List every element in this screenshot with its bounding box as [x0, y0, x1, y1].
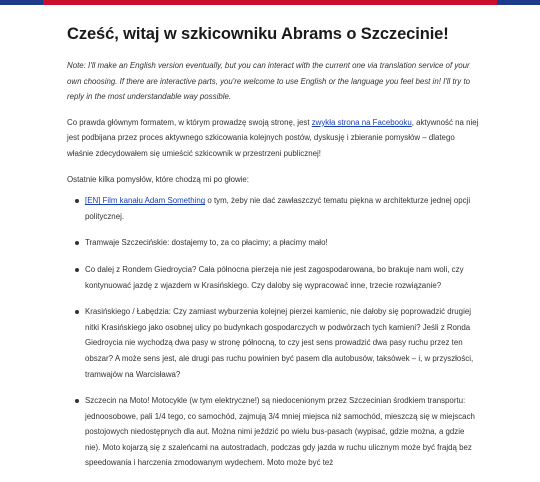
intro-paragraph: [67, 115, 479, 162]
intro-text-after: , aktywność na niej jest podbijana przez proces aktywnego szkicowania kolejnych postów, dyskusję i zbieranie pomysłów – dlatego właśnie zdecydowałem się umieścić szkicownik w przestrzeni publicznej!: [67, 117, 479, 158]
list-item: [67, 235, 479, 251]
list-item: [67, 193, 479, 224]
list-item-text: Co dalej z Rondem Giedroycia? Cała północna pierzeja nie jest zagospodarowana, bo brakuje nam woli, czy kontynuować jazdę z wjazdem w Krasińskiego. Czy daloby się wypracować inne, trzecie rozwiązanie?: [85, 264, 464, 290]
page-title: Cześć, witaj w szkicowniku Abrams o Szczecinie!: [67, 25, 449, 43]
list-item-text: o tym, żeby nie dać zawłaszczyć tematu piękna w architekturze jednej opcji politycznej.: [85, 196, 471, 221]
bullet-icon: [75, 310, 79, 314]
bullet-icon: [75, 241, 79, 245]
list-item: [67, 262, 479, 293]
bullet-icon: [75, 399, 79, 403]
bullet-icon: [75, 268, 79, 272]
intro-text-before: Co prawda głównym formatem, w którym prowadzę swoją stronę, jest: [67, 117, 312, 127]
list-item: [67, 304, 479, 382]
facebook-page-link[interactable]: zwykła strona na Facebooku: [311, 117, 412, 127]
ideas-intro: Ostatnie kilka pomysłów, które chodzą mi po głowie:: [67, 174, 250, 184]
translation-note: Note: I'll make an English version eventually, but you can interact with the current one via translation service of your own choosing. If there are interactive parts, you're welcome to use English or the language you feel best in! I'll try to reply in the most understandable way possible.: [67, 61, 471, 102]
ideas-list: [67, 193, 479, 471]
bullet-icon: [75, 199, 79, 203]
list-item-text: Tramwaje Szczecińskie: dostajemy to, za co płacimy; a płacimy mało!: [85, 238, 328, 248]
main-content: [67, 5, 479, 482]
adam-something-video-link[interactable]: [EN] Film kanału Adam Something: [85, 196, 206, 206]
list-item-text: Krasińskiego / Łabędzia: Czy zamiast wyburzenia kolejnej pierzei kamienic, nie dałoby się poprowadzić drugiej nitki Krasińskiego jako osobnej ulicy po budynkach gospodarczych w podwórzach tych kamieni? Jeśli z Ronda Giedroycia nie wychodzą dwa pasy w stronę północną, to czy jest sens prowadzić dwa pasy ruchu przez ten obszar? A może sens jest, ale drugi pas ruchu powinien być pasem dla autobusów, taksówek – i, w przyszłości, tramwajów na Warcisława?: [85, 307, 474, 379]
list-item-text: Szczecin na Moto! Motocykle (w tym elektryczne!) są niedocenionym przez Szczecinian środkiem transportu: jednoosobowe, pali 1/4 tego, co samochód, zajmują 3/4 mniej miejsca niż samochód, mieszczą się w miejscach postojowych niedostępnych dla aut. Można nimi jeździć po wielu bus-pasach (wypisać, gdzie można, a gdzie nie). Moto kojarzą się z szaleńcami na autostradach, podczas gdy jazda w ruchu ulicznym może być frajdą bez speedowania i harczenia zmodowanym wydechem. Moto może być też: [85, 396, 475, 468]
